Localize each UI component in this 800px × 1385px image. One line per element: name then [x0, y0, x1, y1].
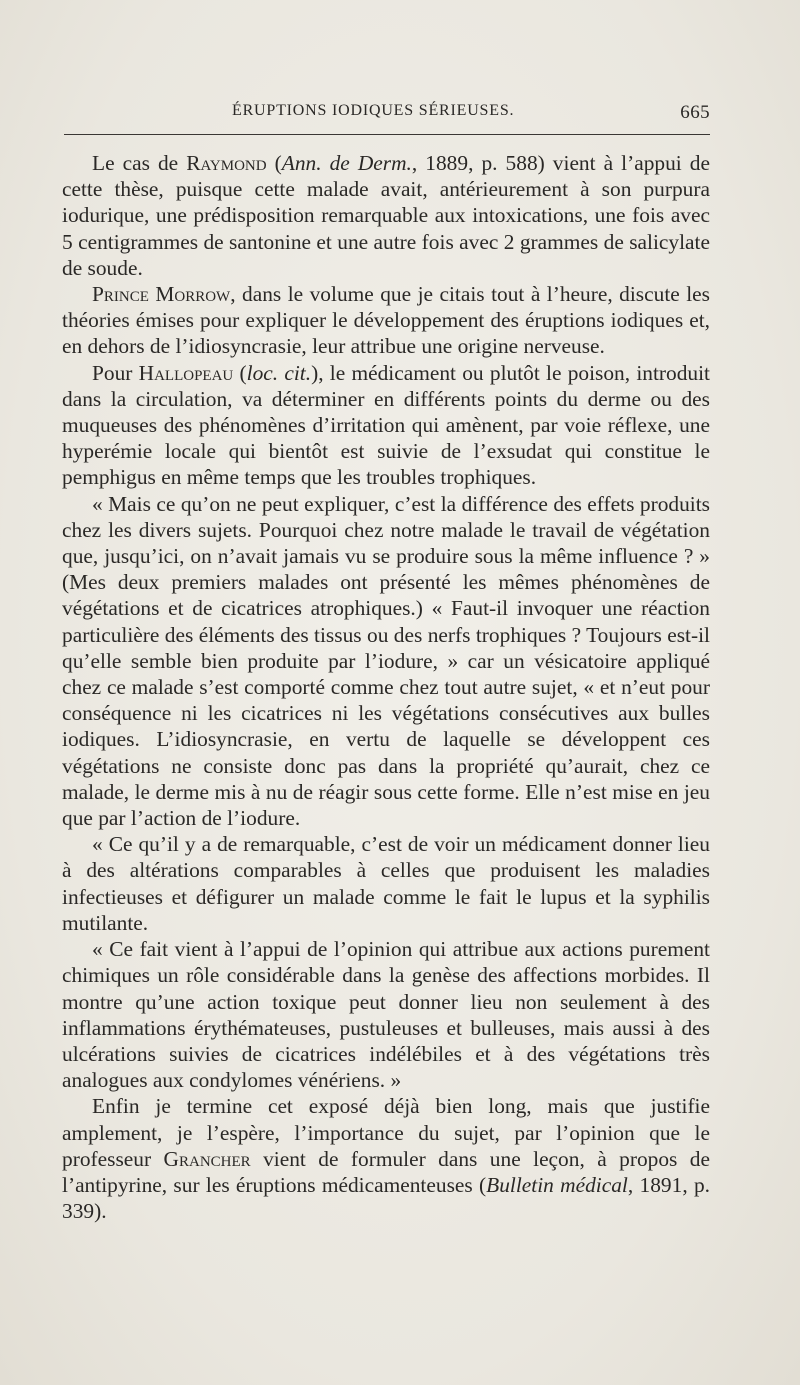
text-segment: , dans le volume que je citais tout à l’heure, discute les théories émises pour expliquer le développement des éruptions iodiques et, en dehors de l’idiosyncrasie, leur attribue une origine nerveuse. [62, 282, 710, 359]
author-name: Hallopeau [138, 360, 234, 385]
text-segment: , 1889, p. 588) vient à l’appui de cette thèse, puisque cette malade avait, antérieurement à son purpura iodurique, une prédisposition remarquable aux intoxications, une fois avec 5 centigrammes de santonine et une autre fois avec 2 grammes de salicylate de soude. [62, 151, 710, 280]
text-segment: vient de formuler dans une leçon, à propos de l’antipyrine, sur les éruptions médicamenteuses ( [62, 1146, 710, 1197]
paragraph-p2 [62, 281, 710, 360]
paragraph-p1 [62, 150, 710, 281]
text-segment: Pour [92, 360, 139, 385]
italic-citation: Bulletin médical [486, 1172, 628, 1197]
paragraph-p7 [62, 1093, 710, 1224]
paragraph-p6 [62, 936, 710, 1093]
header-rule [64, 134, 710, 135]
author-name: Prince Morrow [92, 282, 231, 307]
text-segment: ), le médicament ou plutôt le poison, introduit dans la circulation, va déterminer en différents points du derme ou des muqueuses des phénomènes d’irritation qui amènent, par voie réflexe, une hyperémie locale qui bientôt est suivie de l’exsudat qui constitue le pemphigus en même temps que les troubles trophiques. [62, 360, 711, 490]
running-head [62, 102, 710, 126]
text-segment: « Ce fait vient à l’appui de l’opinion qui attribue aux actions purement chimiques un rôle considérable dans la genèse des affections morbides. Il montre qu’une action toxique peut donner lieu non seulement à des inflammations érythémateuses, pustuleuses et bulleuses, mais aussi à des ulcérations suivies de cicatrices indélébiles et à des végétations très analogues aux condylomes vénériens. » [62, 937, 710, 1093]
paragraph-p4 [62, 491, 710, 832]
text-segment: Enfin je termine cet exposé déjà bien long, mais que justifie amplement, je l’espère, l’importance du sujet, par l’opinion que le professeur [62, 1094, 710, 1171]
author-name: Grancher [163, 1146, 251, 1171]
text-segment: « Mais ce qu’on ne peut expliquer, c’est la différence des effets produits chez les divers sujets. Pourquoi chez notre malade le travail de végétation que, jusqu’ici, on n’avait jamais vu se produire sous la même influence ? » (Mes deux premiers malades ont présenté les mêmes phénomènes de végétations et de cicatrices atrophiques.) « Faut-il invoquer une réaction particulière des éléments des tissus ou des nerfs trophiques ? Toujours est-il qu’elle semble bien produite par l’iodure, » car un vésicatoire appliqué chez ce malade s’est comporté comme chez tout autre sujet, « et n’eut pour conséquence ni les cicatrices ni les végétations consécutives aux bulles iodiques. L’idiosyncrasie, en vertu de laquelle se développent ces végétations ne consiste donc pas dans la propriété qu’aurait, chez ce malade, le derme mis à nu de réagir sous cette forme. Elle n’est mise en jeu que par l’action de l’iodure. [62, 491, 710, 831]
author-name: Raymond [186, 151, 267, 175]
running-title: ÉRUPTIONS IODIQUES SÉRIEUSES. [232, 102, 515, 119]
text-segment: ( [233, 360, 247, 385]
italic-citation: loc. cit. [246, 360, 312, 385]
page-number: 665 [680, 102, 710, 123]
text-segment: Le cas de [92, 151, 187, 175]
body-text [62, 150, 710, 1224]
text-segment: ( [266, 151, 282, 175]
italic-citation: Ann. de Derm. [281, 151, 412, 175]
text-segment: « Ce qu’il y a de remarquable, c’est de voir un médicament donner lieu à des altérations comparables à celles que produisent les maladies infectieuses et défigurer un malade comme le fait le lupus et la syphilis mutilante. [62, 832, 710, 935]
paragraph-p3 [62, 360, 710, 491]
paragraph-p5 [62, 831, 710, 936]
text-segment: , 1891, p. 339). [62, 1172, 711, 1224]
